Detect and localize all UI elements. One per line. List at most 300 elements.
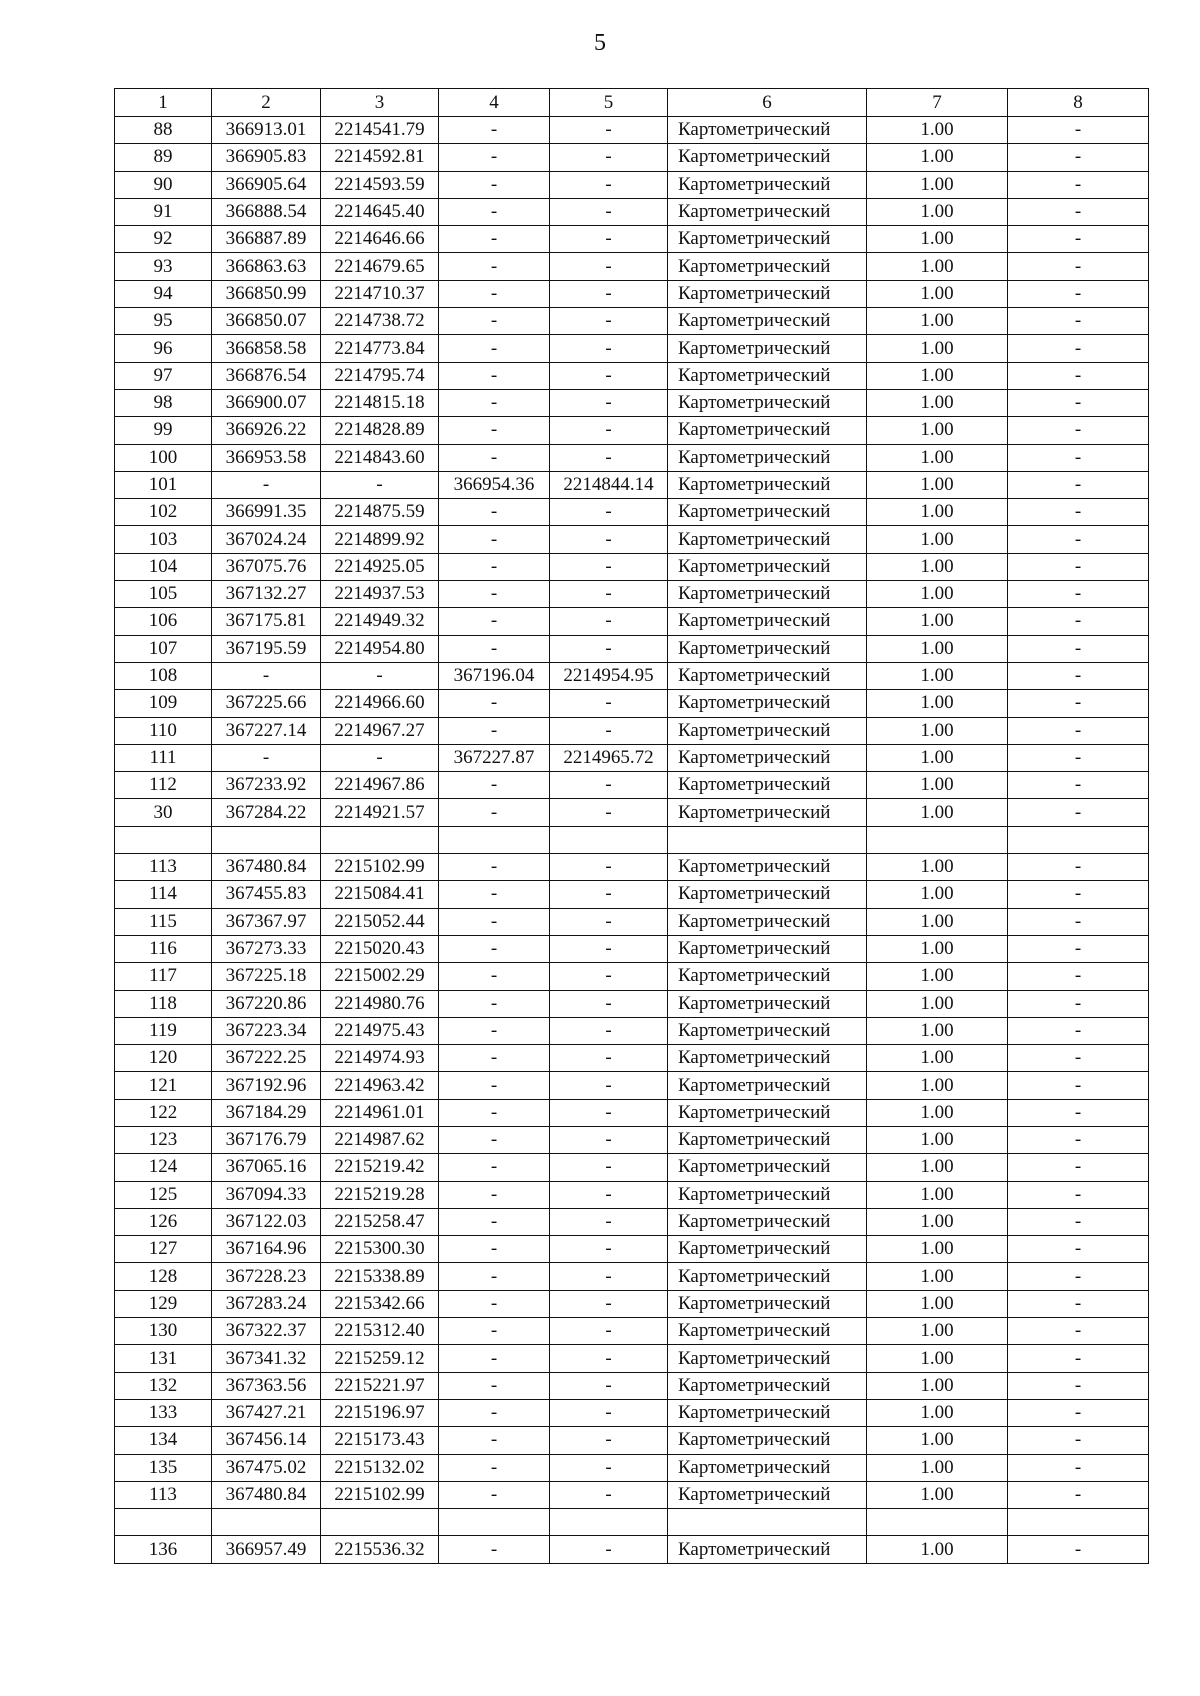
- table-cell: -: [550, 1399, 668, 1426]
- table-header-row: [115, 89, 1149, 117]
- table-cell: 2214710.37: [321, 280, 439, 307]
- table-row: [115, 499, 1149, 526]
- table-cell: -: [550, 144, 668, 171]
- table-cell: 92: [115, 226, 212, 253]
- table-cell: [115, 826, 212, 853]
- table-cell: 367094.33: [212, 1181, 321, 1208]
- table-cell: Картометрический: [668, 1427, 867, 1454]
- table-row: [115, 581, 1149, 608]
- table-cell: -: [1008, 935, 1149, 962]
- table-cell: 2215002.29: [321, 963, 439, 990]
- table-row: [115, 717, 1149, 744]
- table-row: [115, 1208, 1149, 1235]
- table-cell: [668, 1509, 867, 1536]
- table-cell: -: [439, 854, 550, 881]
- table-cell: -: [550, 280, 668, 307]
- table-cell: -: [1008, 1126, 1149, 1153]
- table-cell: 1.00: [867, 389, 1008, 416]
- table-cell: -: [439, 1372, 550, 1399]
- table-cell: 366905.83: [212, 144, 321, 171]
- table-cell: Картометрический: [668, 772, 867, 799]
- table-cell: -: [439, 253, 550, 280]
- table-cell: 367175.81: [212, 608, 321, 635]
- table-row: [115, 799, 1149, 826]
- table-cell: 113: [115, 854, 212, 881]
- table-cell: [1008, 826, 1149, 853]
- table-cell: 1.00: [867, 1208, 1008, 1235]
- table-cell: 367132.27: [212, 581, 321, 608]
- table-cell: 366954.36: [439, 471, 550, 498]
- column-header: 7: [867, 89, 1008, 117]
- table-body: [115, 117, 1149, 1564]
- table-row: [115, 1236, 1149, 1263]
- table-cell: Картометрический: [668, 1099, 867, 1126]
- table-cell: 1.00: [867, 1181, 1008, 1208]
- table-cell: Картометрический: [668, 1072, 867, 1099]
- table-cell: 367220.86: [212, 990, 321, 1017]
- table-cell: -: [1008, 717, 1149, 744]
- table-row: [115, 117, 1149, 144]
- table-cell: -: [439, 1399, 550, 1426]
- table-cell: 88: [115, 117, 212, 144]
- table-cell: -: [1008, 362, 1149, 389]
- table-cell: 113: [115, 1481, 212, 1508]
- table-cell: -: [439, 1045, 550, 1072]
- table-cell: 1.00: [867, 1154, 1008, 1181]
- table-cell: [439, 826, 550, 853]
- table-row: [115, 1263, 1149, 1290]
- table-cell: -: [550, 1318, 668, 1345]
- table-cell: 2215084.41: [321, 881, 439, 908]
- table-cell: -: [1008, 662, 1149, 689]
- table-cell: -: [439, 1290, 550, 1317]
- table-cell: 115: [115, 908, 212, 935]
- table-cell: -: [1008, 417, 1149, 444]
- table-cell: 130: [115, 1318, 212, 1345]
- table-cell: 1.00: [867, 1427, 1008, 1454]
- table-cell: 367367.97: [212, 908, 321, 935]
- table-cell: -: [1008, 526, 1149, 553]
- table-cell: 1.00: [867, 1536, 1008, 1563]
- table-cell: -: [1008, 635, 1149, 662]
- table-cell: [867, 826, 1008, 853]
- table-cell: -: [212, 744, 321, 771]
- table-cell: -: [550, 198, 668, 225]
- table-cell: Картометрический: [668, 553, 867, 580]
- table-cell: 2215342.66: [321, 1290, 439, 1317]
- table-cell: -: [439, 499, 550, 526]
- table-cell: -: [1008, 389, 1149, 416]
- table-cell: Картометрический: [668, 881, 867, 908]
- table-cell: 367176.79: [212, 1126, 321, 1153]
- table-cell: -: [439, 362, 550, 389]
- table-cell: 366900.07: [212, 389, 321, 416]
- table-cell: 367024.24: [212, 526, 321, 553]
- table-cell: 366858.58: [212, 335, 321, 362]
- table-cell: -: [1008, 499, 1149, 526]
- table-cell: 1.00: [867, 362, 1008, 389]
- table-cell: 119: [115, 1017, 212, 1044]
- table-cell: 96: [115, 335, 212, 362]
- table-cell: 2214646.66: [321, 226, 439, 253]
- table-cell: 2215102.99: [321, 1481, 439, 1508]
- table-cell: 2215132.02: [321, 1454, 439, 1481]
- table-cell: 102: [115, 499, 212, 526]
- table-cell: -: [212, 662, 321, 689]
- table-cell: [867, 1509, 1008, 1536]
- table-cell: [321, 1509, 439, 1536]
- table-cell: -: [321, 471, 439, 498]
- table-cell: 367480.84: [212, 1481, 321, 1508]
- table-cell: -: [439, 608, 550, 635]
- table-cell: 2215221.97: [321, 1372, 439, 1399]
- table-cell: -: [550, 526, 668, 553]
- table-cell: 2214966.60: [321, 690, 439, 717]
- table-cell: Картометрический: [668, 1154, 867, 1181]
- table-row: [115, 362, 1149, 389]
- table-cell: 1.00: [867, 635, 1008, 662]
- table-row: [115, 935, 1149, 962]
- table-cell: Картометрический: [668, 935, 867, 962]
- table-cell: 134: [115, 1427, 212, 1454]
- table-cell: 127: [115, 1236, 212, 1263]
- column-header: 5: [550, 89, 668, 117]
- table-cell: -: [1008, 990, 1149, 1017]
- table-cell: 128: [115, 1263, 212, 1290]
- table-cell: Картометрический: [668, 662, 867, 689]
- table-cell: -: [439, 171, 550, 198]
- table-cell: 1.00: [867, 1263, 1008, 1290]
- table-cell: 114: [115, 881, 212, 908]
- column-header: 6: [668, 89, 867, 117]
- table-cell: -: [1008, 908, 1149, 935]
- table-cell: -: [1008, 471, 1149, 498]
- table-cell: 105: [115, 581, 212, 608]
- column-header: 8: [1008, 89, 1149, 117]
- table-cell: -: [439, 1263, 550, 1290]
- table-row: [115, 744, 1149, 771]
- table-cell: 2215052.44: [321, 908, 439, 935]
- table-cell: -: [1008, 171, 1149, 198]
- table-cell: -: [1008, 553, 1149, 580]
- table-cell: -: [1008, 1318, 1149, 1345]
- table-cell: -: [550, 772, 668, 799]
- table-cell: -: [550, 553, 668, 580]
- table-cell: -: [439, 1099, 550, 1126]
- table-cell: -: [439, 308, 550, 335]
- table-cell: 135: [115, 1454, 212, 1481]
- table-cell: -: [439, 553, 550, 580]
- table-cell: Картометрический: [668, 499, 867, 526]
- table-cell: Картометрический: [668, 1263, 867, 1290]
- table-cell: -: [550, 308, 668, 335]
- table-cell: -: [1008, 1072, 1149, 1099]
- table-cell: -: [439, 280, 550, 307]
- table-cell: 2214974.93: [321, 1045, 439, 1072]
- table-cell: 1.00: [867, 171, 1008, 198]
- table-cell: -: [1008, 444, 1149, 471]
- table-cell: [439, 1509, 550, 1536]
- table-cell: -: [439, 881, 550, 908]
- table-cell: Картометрический: [668, 1290, 867, 1317]
- table-cell: 1.00: [867, 935, 1008, 962]
- table-cell: -: [439, 635, 550, 662]
- table-cell: -: [439, 690, 550, 717]
- table-cell: Картометрический: [668, 526, 867, 553]
- table-cell: 2214925.05: [321, 553, 439, 580]
- table-cell: Картометрический: [668, 280, 867, 307]
- table-cell: 367284.22: [212, 799, 321, 826]
- table-cell: -: [1008, 1263, 1149, 1290]
- table-cell: 367192.96: [212, 1072, 321, 1099]
- table-cell: 2214975.43: [321, 1017, 439, 1044]
- table-cell: -: [1008, 963, 1149, 990]
- table-cell: Картометрический: [668, 608, 867, 635]
- column-header: 2: [212, 89, 321, 117]
- table-row: [115, 1345, 1149, 1372]
- table-cell: 101: [115, 471, 212, 498]
- table-cell: 367065.16: [212, 1154, 321, 1181]
- table-cell: 2215102.99: [321, 854, 439, 881]
- table-cell: 1.00: [867, 1318, 1008, 1345]
- table-cell: -: [1008, 881, 1149, 908]
- table-cell: -: [1008, 1099, 1149, 1126]
- table-row: [115, 1372, 1149, 1399]
- table-row: [115, 471, 1149, 498]
- table-cell: -: [439, 335, 550, 362]
- table-cell: -: [439, 1454, 550, 1481]
- table-cell: 109: [115, 690, 212, 717]
- table-cell: 2214795.74: [321, 362, 439, 389]
- table-cell: -: [439, 1345, 550, 1372]
- table-cell: 2214844.14: [550, 471, 668, 498]
- table-cell: -: [212, 471, 321, 498]
- table-cell: 30: [115, 799, 212, 826]
- table-cell: -: [1008, 226, 1149, 253]
- table-cell: 2214937.53: [321, 581, 439, 608]
- table-cell: -: [439, 908, 550, 935]
- table-row: [115, 1454, 1149, 1481]
- table-cell: -: [439, 1208, 550, 1235]
- table-cell: 125: [115, 1181, 212, 1208]
- table-cell: 1.00: [867, 1017, 1008, 1044]
- table-cell: 367322.37: [212, 1318, 321, 1345]
- table-cell: Картометрический: [668, 908, 867, 935]
- table-cell: Картометрический: [668, 144, 867, 171]
- table-cell: -: [550, 1536, 668, 1563]
- table-cell: -: [439, 772, 550, 799]
- table-cell: -: [439, 990, 550, 1017]
- table-cell: -: [1008, 1208, 1149, 1235]
- table-cell: -: [550, 1454, 668, 1481]
- table-cell: -: [439, 1181, 550, 1208]
- table-cell: 117: [115, 963, 212, 990]
- table-cell: Картометрический: [668, 117, 867, 144]
- table-cell: 366953.58: [212, 444, 321, 471]
- table-cell: -: [1008, 608, 1149, 635]
- table-cell: 94: [115, 280, 212, 307]
- table-cell: -: [439, 226, 550, 253]
- table-cell: Картометрический: [668, 362, 867, 389]
- table-cell: -: [1008, 144, 1149, 171]
- table-cell: Картометрический: [668, 417, 867, 444]
- table-cell: 118: [115, 990, 212, 1017]
- table-cell: Картометрический: [668, 581, 867, 608]
- table-cell: 123: [115, 1126, 212, 1153]
- table-cell: 367455.83: [212, 881, 321, 908]
- table-cell: -: [1008, 1427, 1149, 1454]
- table-cell: -: [439, 1017, 550, 1044]
- table-cell: 2214921.57: [321, 799, 439, 826]
- table-row: [115, 253, 1149, 280]
- table-row: [115, 171, 1149, 198]
- table-cell: 367075.76: [212, 553, 321, 580]
- table-cell: 2215259.12: [321, 1345, 439, 1372]
- table-cell: Картометрический: [668, 444, 867, 471]
- table-row: [115, 308, 1149, 335]
- table-cell: 2214965.72: [550, 744, 668, 771]
- table-cell: 366850.07: [212, 308, 321, 335]
- table-cell: -: [550, 226, 668, 253]
- table-cell: -: [1008, 280, 1149, 307]
- table-cell: 116: [115, 935, 212, 962]
- table-cell: 124: [115, 1154, 212, 1181]
- table-cell: Картометрический: [668, 1536, 867, 1563]
- table-cell: -: [439, 1154, 550, 1181]
- table-cell: 1.00: [867, 144, 1008, 171]
- table-cell: -: [1008, 198, 1149, 225]
- table-cell: -: [550, 1208, 668, 1235]
- table-cell: 367164.96: [212, 1236, 321, 1263]
- table-cell: 367341.32: [212, 1345, 321, 1372]
- table-cell: 1.00: [867, 308, 1008, 335]
- table-cell: Картометрический: [668, 963, 867, 990]
- table-row: [115, 908, 1149, 935]
- table-row: [115, 1509, 1149, 1536]
- table-cell: 2215196.97: [321, 1399, 439, 1426]
- table-cell: 366850.99: [212, 280, 321, 307]
- table-cell: -: [439, 963, 550, 990]
- table-cell: 1.00: [867, 1345, 1008, 1372]
- table-cell: 1.00: [867, 198, 1008, 225]
- table-cell: -: [550, 963, 668, 990]
- table-cell: Картометрический: [668, 990, 867, 1017]
- column-header: 1: [115, 89, 212, 117]
- table-cell: [550, 1509, 668, 1536]
- table-cell: 366905.64: [212, 171, 321, 198]
- table-cell: 1.00: [867, 854, 1008, 881]
- table-cell: -: [550, 1236, 668, 1263]
- table-cell: Картометрический: [668, 1481, 867, 1508]
- table-row: [115, 1017, 1149, 1044]
- table-row: [115, 417, 1149, 444]
- table-cell: 111: [115, 744, 212, 771]
- table-cell: 129: [115, 1290, 212, 1317]
- table-cell: Картометрический: [668, 854, 867, 881]
- table-row: [115, 526, 1149, 553]
- table-cell: 367227.87: [439, 744, 550, 771]
- table-cell: 2215536.32: [321, 1536, 439, 1563]
- table-cell: 131: [115, 1345, 212, 1372]
- table-cell: 1.00: [867, 471, 1008, 498]
- table-cell: 367233.92: [212, 772, 321, 799]
- table-cell: -: [550, 935, 668, 962]
- table-cell: -: [1008, 1236, 1149, 1263]
- table-cell: -: [1008, 1454, 1149, 1481]
- table-row: [115, 990, 1149, 1017]
- table-cell: Картометрический: [668, 1372, 867, 1399]
- table-cell: -: [439, 198, 550, 225]
- table-cell: 122: [115, 1099, 212, 1126]
- table-row: [115, 1099, 1149, 1126]
- table-cell: Картометрический: [668, 1399, 867, 1426]
- table-cell: -: [550, 908, 668, 935]
- table-row: [115, 1154, 1149, 1181]
- table-cell: -: [550, 444, 668, 471]
- table-cell: Картометрический: [668, 1318, 867, 1345]
- table-row: [115, 1318, 1149, 1345]
- table-row: [115, 1481, 1149, 1508]
- table-cell: 2214949.32: [321, 608, 439, 635]
- table-cell: [668, 826, 867, 853]
- table-cell: 133: [115, 1399, 212, 1426]
- coordinates-table: [114, 88, 1149, 1564]
- table-cell: 2214541.79: [321, 117, 439, 144]
- table-cell: 1.00: [867, 1481, 1008, 1508]
- table-cell: 366913.01: [212, 117, 321, 144]
- table-cell: 1.00: [867, 1372, 1008, 1399]
- table-cell: -: [1008, 117, 1149, 144]
- table-cell: -: [550, 1481, 668, 1508]
- table-cell: 2214980.76: [321, 990, 439, 1017]
- table-cell: 1.00: [867, 117, 1008, 144]
- table-cell: -: [1008, 1045, 1149, 1072]
- table-cell: -: [1008, 581, 1149, 608]
- table-cell: 1.00: [867, 526, 1008, 553]
- table-cell: Картометрический: [668, 1345, 867, 1372]
- table-cell: 2215312.40: [321, 1318, 439, 1345]
- table-row: [115, 335, 1149, 362]
- table-cell: 1.00: [867, 744, 1008, 771]
- table-cell: -: [439, 717, 550, 744]
- table-row: [115, 608, 1149, 635]
- table-cell: 367223.34: [212, 1017, 321, 1044]
- table-cell: 366887.89: [212, 226, 321, 253]
- table-cell: 2215258.47: [321, 1208, 439, 1235]
- table-cell: 2214773.84: [321, 335, 439, 362]
- table-cell: [550, 826, 668, 853]
- table-cell: 366957.49: [212, 1536, 321, 1563]
- table-cell: [212, 826, 321, 853]
- table-row: [115, 772, 1149, 799]
- table-cell: -: [550, 635, 668, 662]
- table-cell: Картометрический: [668, 1017, 867, 1044]
- table-cell: -: [1008, 1399, 1149, 1426]
- table-cell: 1.00: [867, 226, 1008, 253]
- table-cell: -: [1008, 854, 1149, 881]
- table-row: [115, 690, 1149, 717]
- table-cell: 93: [115, 253, 212, 280]
- table-cell: Картометрический: [668, 335, 867, 362]
- table-cell: -: [550, 990, 668, 1017]
- table-cell: 110: [115, 717, 212, 744]
- table-cell: 1.00: [867, 581, 1008, 608]
- table-cell: -: [550, 1154, 668, 1181]
- table-cell: 1.00: [867, 1126, 1008, 1153]
- table-cell: 95: [115, 308, 212, 335]
- table-cell: 366888.54: [212, 198, 321, 225]
- table-row: [115, 1045, 1149, 1072]
